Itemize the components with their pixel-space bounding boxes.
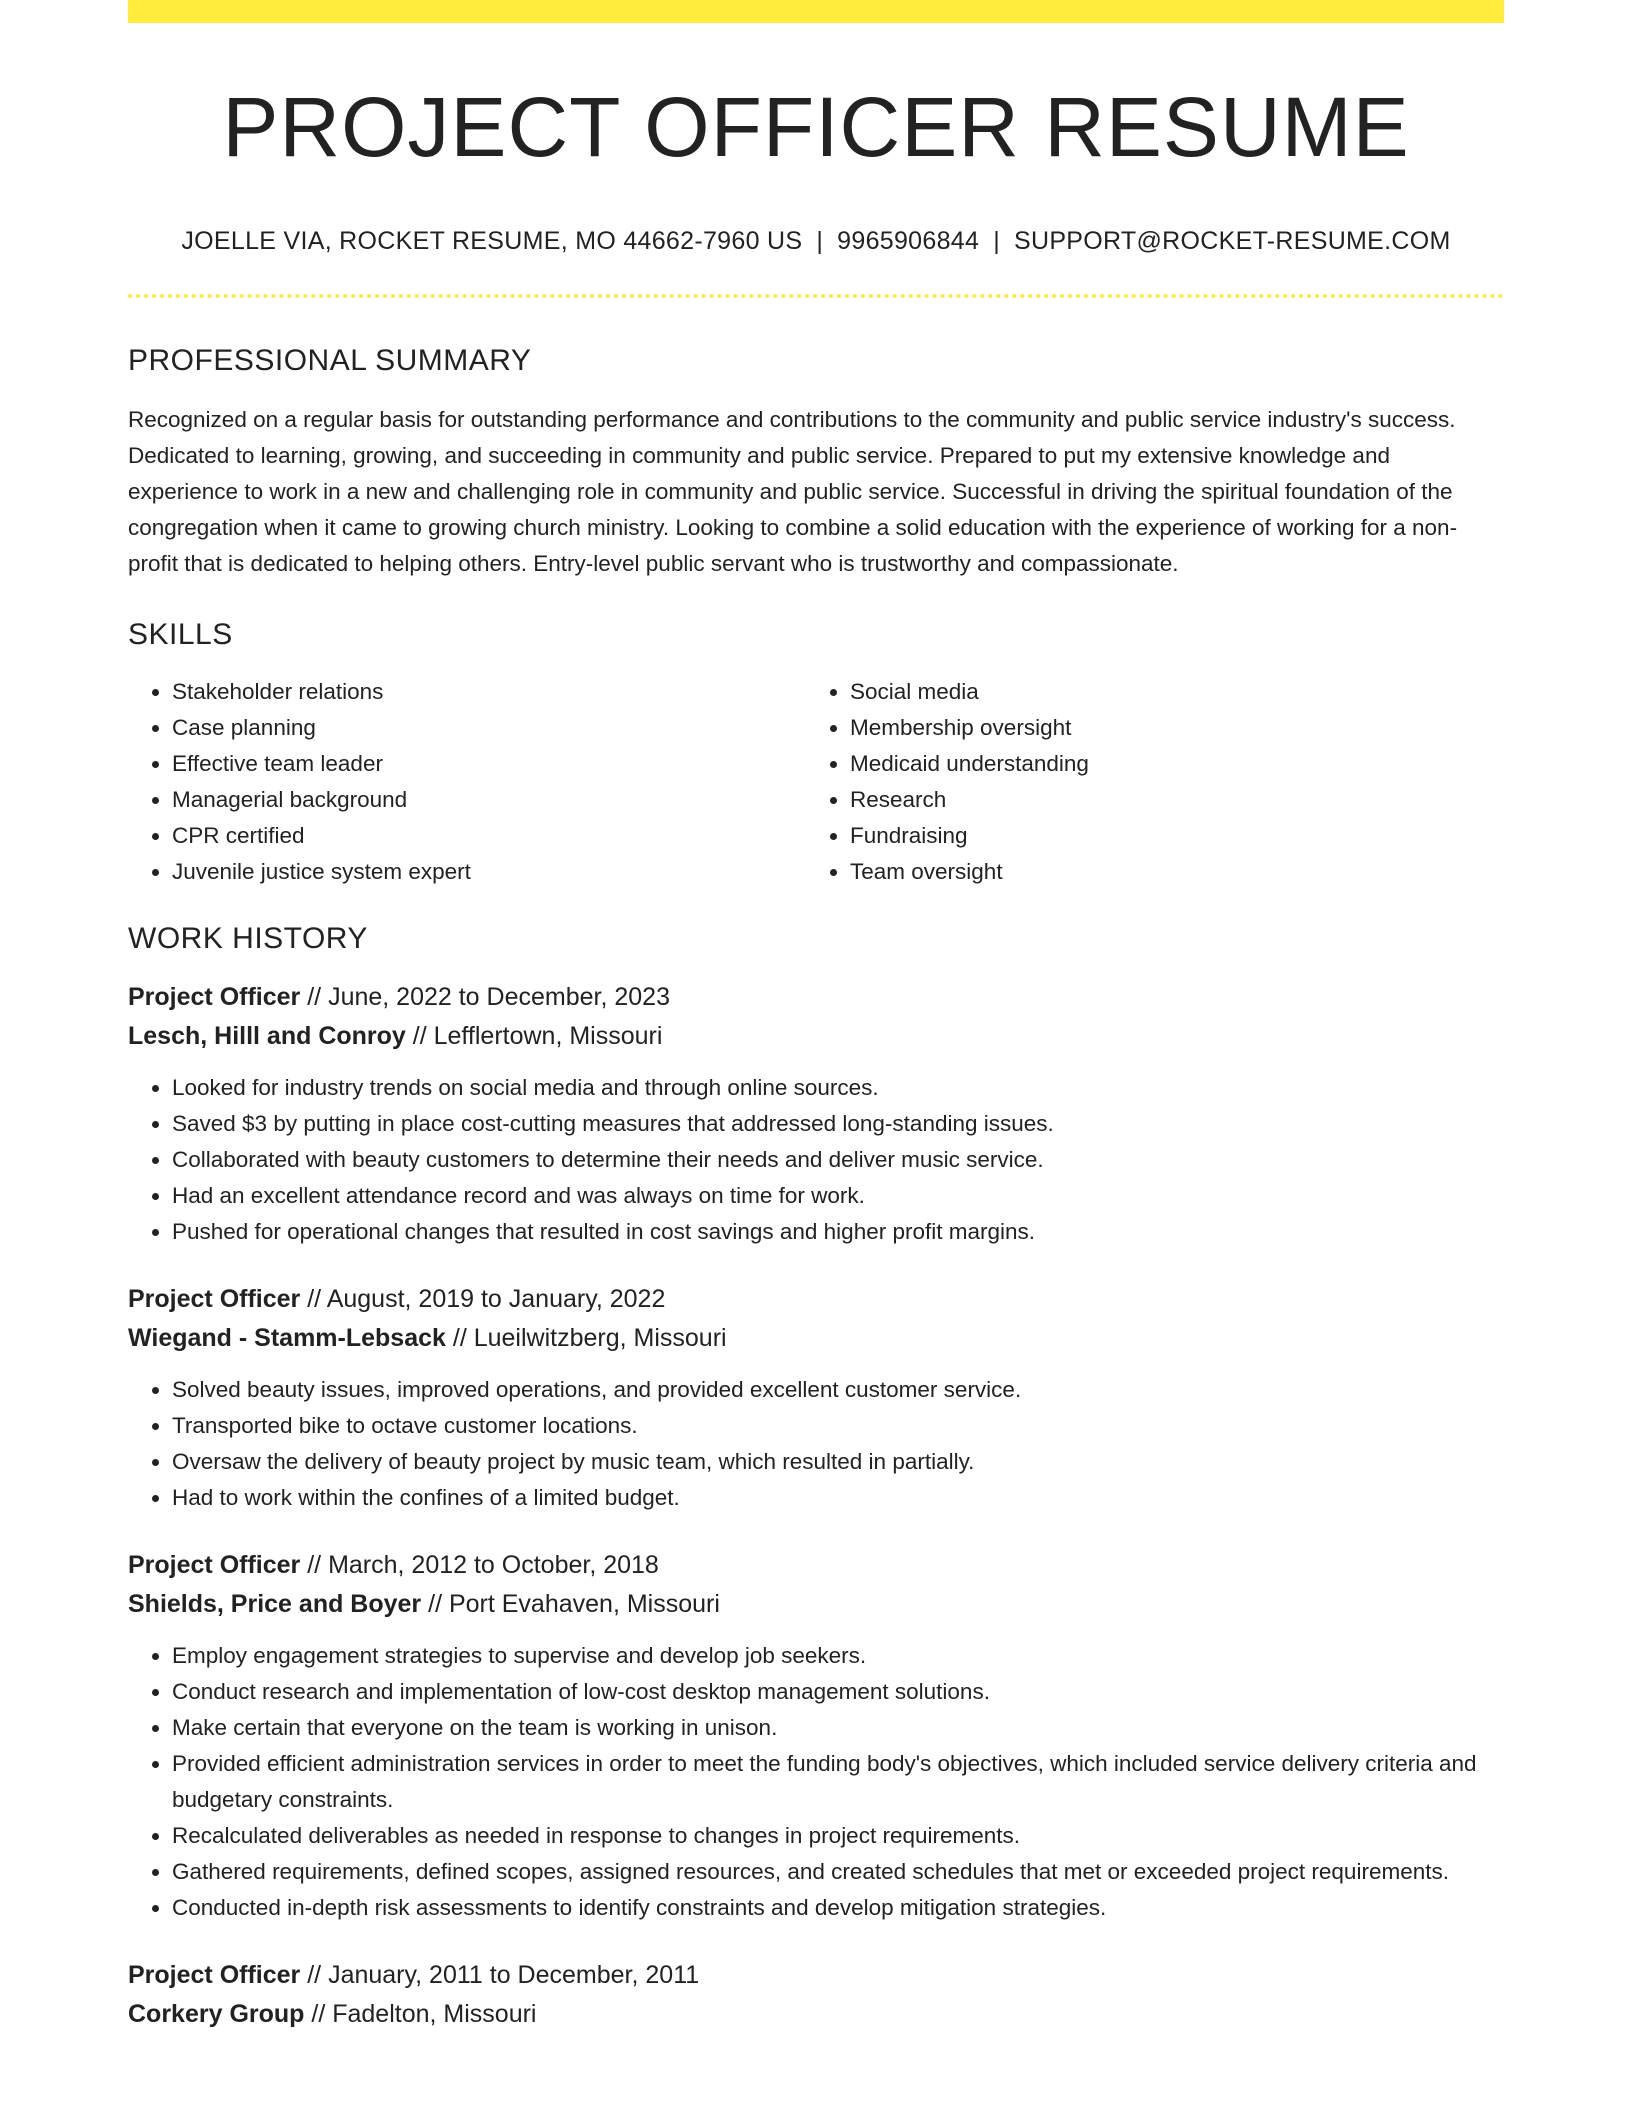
job-dates: // January, 2011 to December, 2011 — [307, 1961, 700, 1989]
job-location: // Lefflertown, Missouri — [412, 1022, 663, 1050]
job-company-line — [128, 1995, 1504, 2034]
job-bullets — [128, 1372, 1504, 1516]
skill-item: • Effective team leader — [172, 746, 806, 782]
skill-item: • Social media — [850, 674, 1484, 710]
job-bullet: • Recalculated deliverables as needed in response to changes in project requirements. — [172, 1818, 1504, 1854]
job-bullet: • Solved beauty issues, improved operations, and provided excellent customer service. — [172, 1372, 1504, 1408]
contact-email: SUPPORT@ROCKET-RESUME.COM — [1014, 227, 1451, 255]
job-role-line — [128, 978, 1504, 1017]
job-bullet: • Make certain that everyone on the team is working in unison. — [172, 1710, 1504, 1746]
job-company-line — [128, 1319, 1504, 1358]
job-company: Wiegand - Stamm-Lebsack — [128, 1324, 446, 1352]
job-bullets — [128, 1070, 1504, 1250]
contact-line — [128, 227, 1504, 256]
contact-phone: 9965906844 — [837, 227, 980, 255]
job-role: Project Officer — [128, 1551, 301, 1579]
job-bullet: • Oversaw the delivery of beauty project by music team, which resulted in partially. — [172, 1444, 1504, 1480]
job-bullet: • Conducted in-depth risk assessments to identify constraints and develop mitigation strategies. — [172, 1890, 1504, 1926]
job-location: // Port Evahaven, Missouri — [428, 1590, 720, 1618]
job-bullet: • Provided efficient administration services in order to meet the funding body's objectives, which included service delivery criteria and budgetary constraints. — [172, 1746, 1504, 1818]
job-company: Corkery Group — [128, 2000, 305, 2028]
job-bullet: • Conduct research and implementation of low-cost desktop management solutions. — [172, 1674, 1504, 1710]
job-company-line — [128, 1585, 1504, 1624]
contact-address: JOELLE VIA, ROCKET RESUME, MO 44662-7960 US — [181, 227, 803, 255]
skill-item: • Medicaid understanding — [850, 746, 1484, 782]
job-location: // Fadelton, Missouri — [311, 2000, 537, 2028]
skill-item: • Membership oversight — [850, 710, 1484, 746]
job-dates: // March, 2012 to October, 2018 — [307, 1551, 659, 1579]
resume-title: PROJECT OFFICER RESUME — [222, 80, 1410, 174]
job-bullet: • Gathered requirements, defined scopes, assigned resources, and created schedules that met or exceeded project requirements. — [172, 1854, 1504, 1890]
job-dates: // August, 2019 to January, 2022 — [307, 1285, 666, 1313]
skills-column-left — [128, 674, 806, 890]
summary-text: Recognized on a regular basis for outstanding performance and contributions to the community and public service industry's success. Dedicated to learning, growing, and succeeding in community and public service. Prepared to put my extensive knowledge and experience to work in a new and challenging role in community and public service. Successful in driving the spiritual foundation of the congregation when it came to growing church ministry. Looking to combine a solid education with the experience of working for a non-profit that is dedicated to helping others. Entry-level public servant who is trustworthy and compassionate. — [128, 407, 1458, 576]
job-bullet: • Collaborated with beauty customers to determine their needs and deliver music service. — [172, 1142, 1504, 1178]
job-bullet: • Pushed for operational changes that resulted in cost savings and higher profit margins. — [172, 1214, 1504, 1250]
dotted-divider — [128, 294, 1504, 298]
skills-column-right — [806, 674, 1484, 890]
accent-bar — [128, 0, 1504, 23]
summary-heading: PROFESSIONAL SUMMARY — [128, 344, 532, 377]
job-role-line — [128, 1546, 1504, 1585]
skill-item: • Juvenile justice system expert — [172, 854, 806, 890]
job-bullet: • Looked for industry trends on social media and through online sources. — [172, 1070, 1504, 1106]
job-bullet: • Had to work within the confines of a limited budget. — [172, 1480, 1504, 1516]
job-bullet: • Had an excellent attendance record and was always on time for work. — [172, 1178, 1504, 1214]
job-role: Project Officer — [128, 1961, 301, 1989]
skill-item: • Case planning — [172, 710, 806, 746]
skill-item: • Stakeholder relations — [172, 674, 806, 710]
job-entry — [128, 1280, 1504, 1516]
job-entry — [128, 978, 1504, 1250]
job-bullet: • Employ engagement strategies to supervise and develop job seekers. — [172, 1638, 1504, 1674]
skills-list — [128, 674, 1504, 890]
job-entry — [128, 1546, 1504, 1926]
skill-item: • Fundraising — [850, 818, 1484, 854]
skill-item: • Managerial background — [172, 782, 806, 818]
job-dates: // June, 2022 to December, 2023 — [307, 983, 670, 1011]
skill-item: • Team oversight — [850, 854, 1484, 890]
job-role-line — [128, 1956, 1504, 1995]
job-bullet: • Transported bike to octave customer locations. — [172, 1408, 1504, 1444]
skill-item: • CPR certified — [172, 818, 806, 854]
contact-separator: | — [993, 227, 1000, 255]
skills-heading: SKILLS — [128, 618, 233, 651]
job-role-line — [128, 1280, 1504, 1319]
skill-item: • Research — [850, 782, 1484, 818]
job-entry — [128, 1956, 1504, 2034]
job-bullet: • Saved $3 by putting in place cost-cutting measures that addressed long-standing issues. — [172, 1106, 1504, 1142]
resume-page — [128, 0, 1504, 2034]
job-company-line — [128, 1017, 1504, 1056]
job-role: Project Officer — [128, 983, 301, 1011]
job-role: Project Officer — [128, 1285, 301, 1313]
contact-separator: | — [816, 227, 824, 255]
job-company: Lesch, Hilll and Conroy — [128, 1022, 406, 1050]
job-bullets — [128, 1638, 1504, 1926]
work-history-heading: WORK HISTORY — [128, 922, 368, 955]
job-company: Shields, Price and Boyer — [128, 1590, 422, 1618]
job-location: // Lueilwitzberg, Missouri — [452, 1324, 727, 1352]
